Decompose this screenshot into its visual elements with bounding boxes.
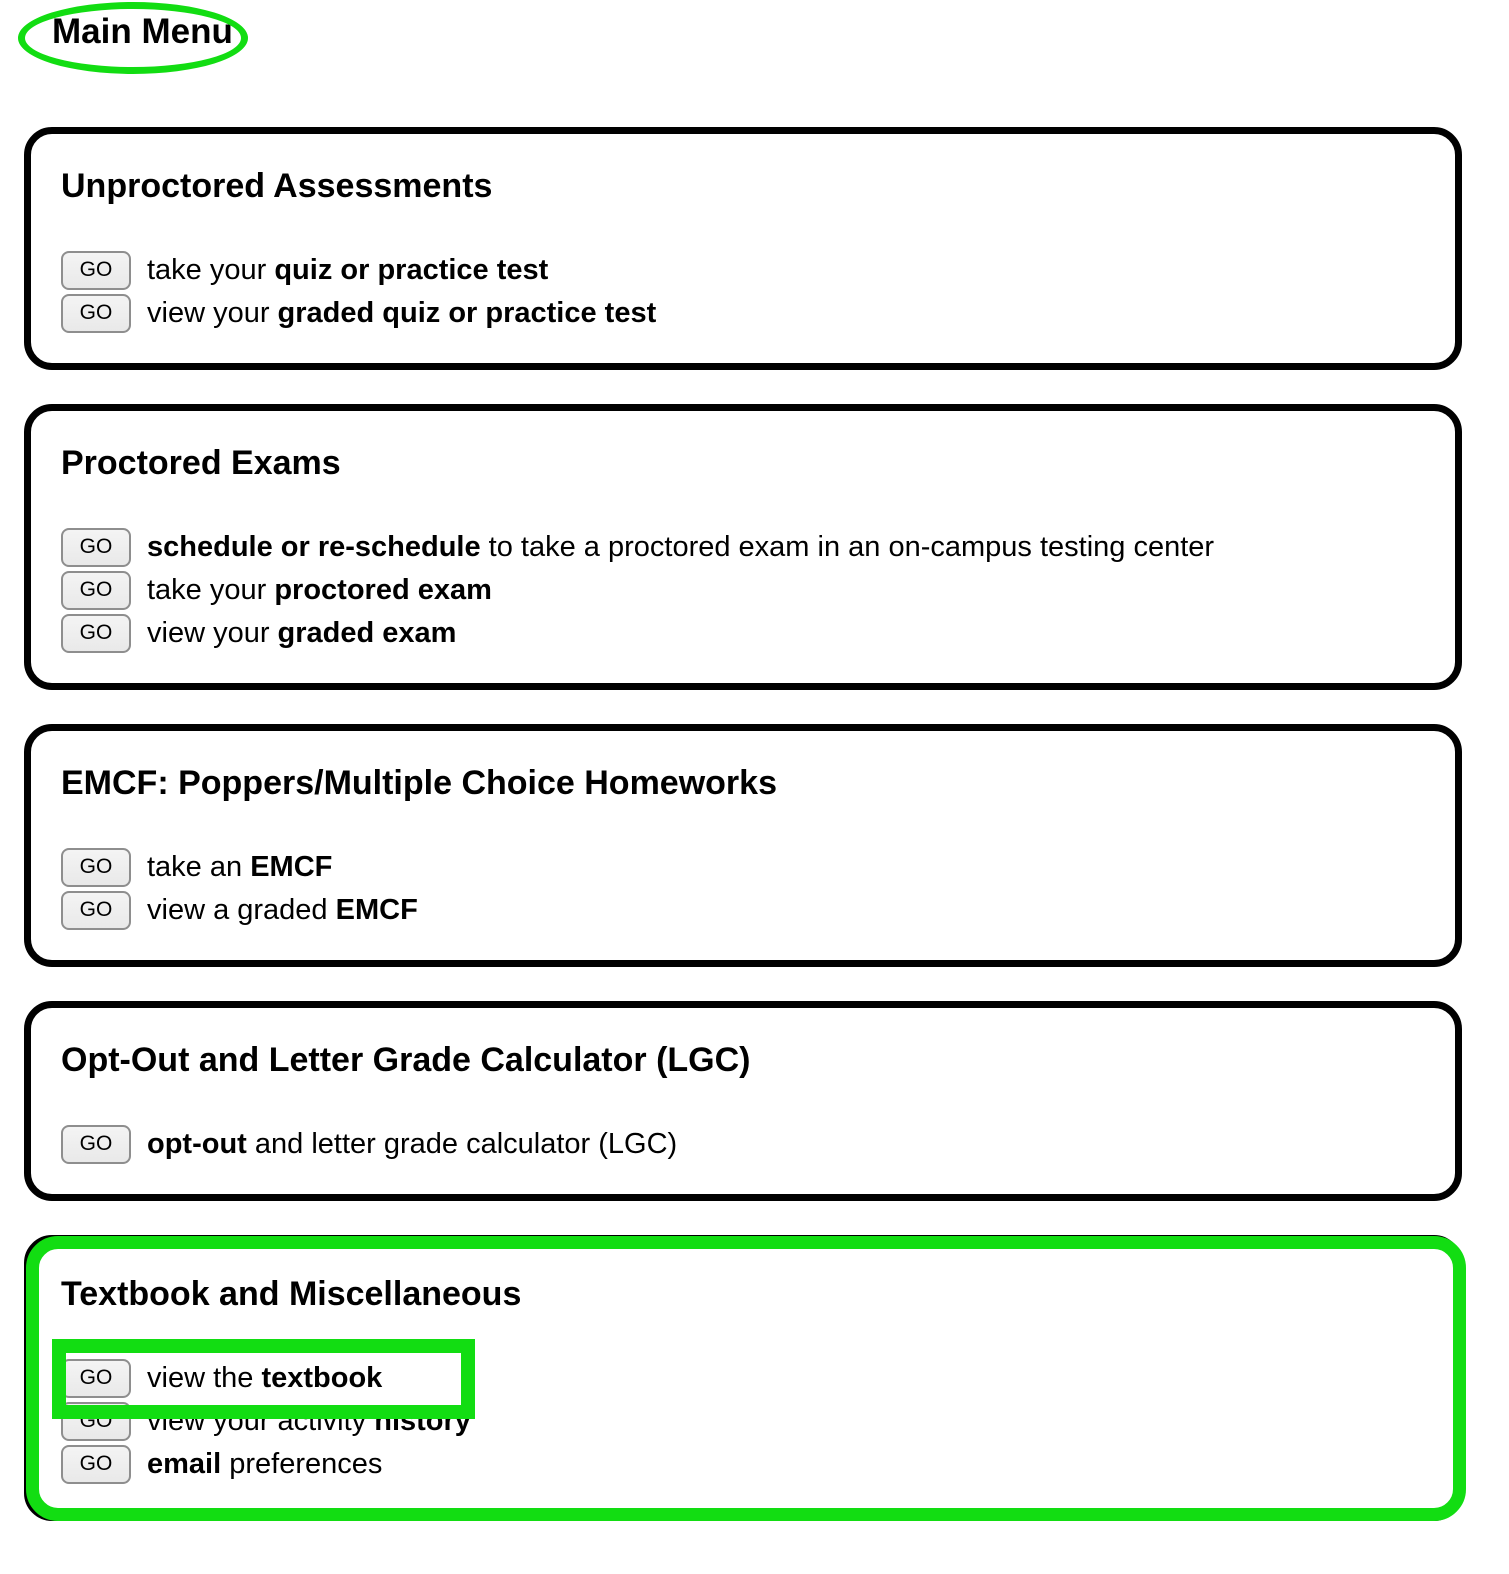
- menu-row: [61, 293, 1425, 333]
- page-title: Main Menu: [52, 12, 233, 51]
- go-view-graded-exam-button[interactable]: GO: [61, 614, 131, 653]
- menu-row-label: view the textbook: [147, 1361, 383, 1394]
- menu-row: [61, 1401, 1425, 1441]
- menu-row-label: take your quiz or practice test: [147, 253, 549, 286]
- menu-row-label: view your graded quiz or practice test: [147, 296, 657, 329]
- menu-row-label: view your graded exam: [147, 616, 457, 649]
- go-take-quiz-button[interactable]: GO: [61, 251, 131, 290]
- menu-row-label: take an EMCF: [147, 850, 333, 883]
- go-schedule-exam-button[interactable]: GO: [61, 528, 131, 567]
- section-heading-emcf: EMCF: Poppers/Multiple Choice Homeworks: [61, 764, 777, 802]
- go-view-history-button[interactable]: GO: [61, 1402, 131, 1441]
- go-take-emcf-button[interactable]: GO: [61, 848, 131, 887]
- menu-row: [61, 1124, 1425, 1164]
- go-opt-out-lgc-button[interactable]: GO: [61, 1125, 131, 1164]
- section-heading-unproctored-assessments: Unproctored Assessments: [61, 167, 493, 205]
- menu-row-label: take your proctored exam: [147, 573, 492, 606]
- menu-row: [61, 890, 1425, 930]
- section-textbook-miscellaneous: [24, 1235, 1462, 1521]
- menu-row: [61, 613, 1425, 653]
- section-emcf: [24, 724, 1462, 967]
- section-heading-textbook-miscellaneous: Textbook and Miscellaneous: [61, 1275, 522, 1313]
- go-take-proctored-exam-button[interactable]: GO: [61, 571, 131, 610]
- menu-row-label: opt-out and letter grade calculator (LGC): [147, 1127, 678, 1160]
- menu-row-label: view a graded EMCF: [147, 893, 418, 926]
- menu-row-label: email preferences: [147, 1447, 383, 1480]
- section-proctored-exams: [24, 404, 1462, 690]
- menu-row: [61, 570, 1425, 610]
- menu-row-label: schedule or re-schedule to take a proctored exam in an on-campus testing center: [147, 530, 1215, 563]
- section-heading-proctored-exams: Proctored Exams: [61, 444, 341, 482]
- go-view-textbook-button[interactable]: GO: [61, 1359, 131, 1398]
- menu-row: [61, 847, 1425, 887]
- menu-row-label: view your activity history: [147, 1404, 471, 1437]
- page-header: [0, 0, 1509, 127]
- menu-row: [61, 527, 1425, 567]
- menu-row: [61, 1358, 1425, 1398]
- go-view-graded-quiz-button[interactable]: GO: [61, 294, 131, 333]
- section-unproctored-assessments: [24, 127, 1462, 370]
- menu-row: [61, 1444, 1425, 1484]
- go-email-preferences-button[interactable]: GO: [61, 1445, 131, 1484]
- section-heading-opt-out-lgc: Opt-Out and Letter Grade Calculator (LGC): [61, 1041, 751, 1079]
- menu-row: [61, 250, 1425, 290]
- go-view-graded-emcf-button[interactable]: GO: [61, 891, 131, 930]
- section-opt-out-lgc: [24, 1001, 1462, 1201]
